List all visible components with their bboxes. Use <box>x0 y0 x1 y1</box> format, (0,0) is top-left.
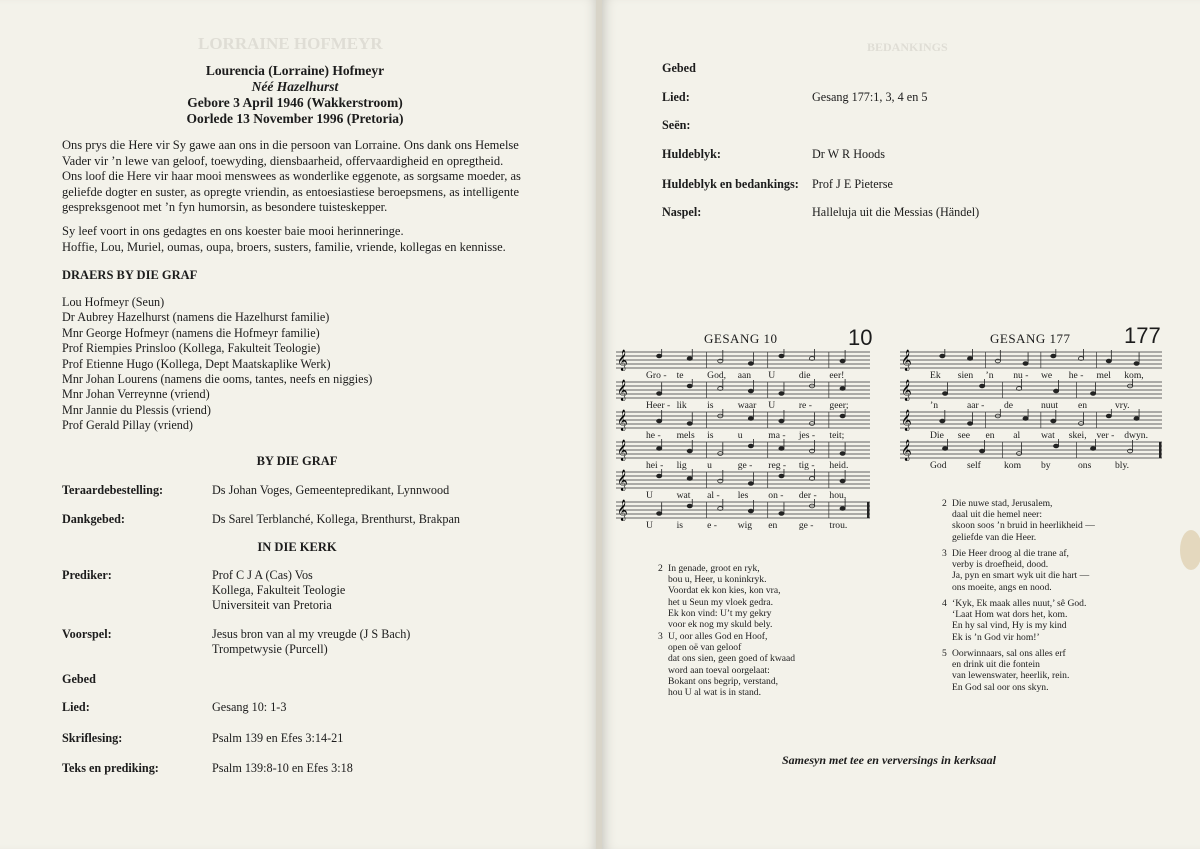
row-value: Prof J E Pieterse <box>812 177 893 191</box>
lyric-syllable: he - <box>646 430 661 441</box>
note-head <box>1017 452 1022 456</box>
note-head <box>779 419 784 423</box>
lyric-syllable: Heer - <box>646 400 671 411</box>
lyric-syllable: ge - <box>798 520 814 531</box>
verse-number: 5 <box>942 648 947 659</box>
hymn177-verse <box>942 598 1087 643</box>
lyric-syllable: waar <box>737 400 757 411</box>
note-head <box>779 354 784 358</box>
verse-number: 3 <box>658 631 663 642</box>
lyric-syllable: ’n <box>985 370 994 381</box>
bearers-list <box>62 295 372 434</box>
note-head <box>779 474 784 478</box>
music-staff <box>616 379 870 401</box>
lyric-syllable: is <box>707 430 714 441</box>
verse-line: Ek kon vind: U’t my gekry <box>668 607 772 619</box>
lyric-syllable: sien <box>957 370 974 381</box>
lyric-syllable: hou, <box>829 490 847 501</box>
note-head <box>748 482 753 486</box>
lyric-syllable: U <box>646 520 653 531</box>
note-head <box>1051 419 1056 423</box>
lyric-syllable: hei - <box>646 460 664 471</box>
row-value: Ds Sarel Terblanché, Kollega, Brenthurst, Brakpan <box>212 512 461 526</box>
lyric-syllable: mel <box>1096 370 1111 381</box>
bearer-item: Dr Aubrey Hazelhurst (namens die Hazelhurst familie) <box>62 310 330 325</box>
verse-line: In genade, groot en ryk, <box>668 563 760 574</box>
music-staff <box>900 379 1162 401</box>
lyric-syllable: bly. <box>1115 460 1130 471</box>
note-head <box>779 392 784 396</box>
note-head <box>748 509 753 513</box>
row-label: Dankgebed: <box>62 512 125 526</box>
lyric-syllable: is <box>707 400 714 411</box>
right-page <box>602 0 1200 849</box>
row-value-line: Prof C J A (Cas) Vos <box>212 568 313 582</box>
lyric-syllable: les <box>737 490 749 501</box>
hymn10-number: 10 <box>848 325 873 350</box>
hymn177-verse <box>942 648 1070 693</box>
verse-line: Ja, pyn en smart wyk uit die hart — <box>952 570 1090 582</box>
verse-line: open oë van geloof <box>668 642 742 654</box>
row-label: Prediker: <box>62 568 112 582</box>
lyric-syllable: nuut <box>1041 400 1059 411</box>
note-head <box>687 504 692 508</box>
row-label: Huldeblyk: <box>662 147 721 161</box>
lyric-syllable: nu - <box>1013 370 1029 381</box>
birth-line: Gebore 3 April 1946 (Wakkerstroom) <box>187 95 403 110</box>
note-head <box>980 384 985 388</box>
lyric-syllable: see <box>957 430 970 441</box>
row-value-line: Kollega, Fakulteit Teologie <box>212 583 346 597</box>
lyric-syllable: eer! <box>829 370 845 381</box>
note-head <box>940 419 945 423</box>
lyric-syllable: tig - <box>798 460 815 471</box>
lyric-syllable: lik <box>676 400 687 411</box>
note-head <box>687 477 692 481</box>
lyric-syllable: on - <box>768 490 784 501</box>
lyric-syllable: God <box>930 460 947 471</box>
music-staff <box>616 499 870 521</box>
treble-clef-icon: 𝄞 <box>901 380 912 401</box>
row-label: Teraardebestelling: <box>62 483 164 497</box>
verse-line: het u Seun my vloek gedra. <box>668 596 773 608</box>
lyric-syllable: he - <box>1068 370 1084 381</box>
verse-line: Die nuwe stad, Jerusalem, <box>952 498 1053 509</box>
bearer-item: Lou Hofmeyr (Seun) <box>62 295 165 309</box>
verse-line: geliefde van die Heer. <box>952 531 1037 543</box>
lyric-syllable: reg - <box>768 460 787 471</box>
note-head <box>840 507 845 511</box>
note-head <box>657 512 662 516</box>
lyric-syllable: jes - <box>798 430 816 441</box>
verse-line: Voordat ek kon kies, kon vra, <box>668 585 781 597</box>
verse-line: van lewenswater, heerlik, rein. <box>952 670 1070 682</box>
lyric-syllable: Die <box>930 430 944 441</box>
verse-number: 2 <box>658 563 663 574</box>
note-head <box>657 354 662 358</box>
lyric-syllable: geer; <box>829 400 849 411</box>
lyric-syllable: U <box>646 490 653 501</box>
note-head <box>748 417 753 421</box>
note-head <box>1091 392 1096 396</box>
row-value-line: Gesang 10: 1-3 <box>212 700 287 714</box>
refreshments-note: Samesyn met tee en verversings in kerksaal <box>782 753 996 767</box>
verse-line: bou u, Heer, u koninkryk. <box>668 574 767 586</box>
bearer-item: Mnr George Hofmeyr (namens die Hofmeyr familie) <box>62 325 320 340</box>
row-label: Lied: <box>662 90 690 104</box>
note-head <box>1106 414 1111 418</box>
bearer-item: Prof Gerald Pillay (vriend) <box>62 418 193 433</box>
lyric-syllable: we <box>1041 370 1053 381</box>
note-head <box>840 359 845 363</box>
lyric-syllable: aan <box>737 370 752 381</box>
left-page <box>0 0 598 849</box>
note-head <box>1078 422 1083 426</box>
memory-line: Sy leef voort in ons gedagtes en ons koester baie mooi herinneringe. <box>62 224 404 238</box>
treble-clef-icon: 𝄞 <box>901 410 912 431</box>
row-value-line: Jesus bron van al my vreugde (J S Bach) <box>212 627 411 641</box>
note-head <box>657 474 662 478</box>
treble-clef-icon: 𝄞 <box>617 380 628 401</box>
note-head <box>1106 359 1111 363</box>
lyric-syllable: wat <box>676 490 691 501</box>
hymn177-verse <box>942 548 1090 593</box>
note-head <box>1054 389 1059 393</box>
note-head <box>1023 417 1028 421</box>
treble-clef-icon: 𝄞 <box>617 410 628 431</box>
lyric-syllable: ’n <box>930 400 938 411</box>
row-label: Voorspel: <box>62 627 112 641</box>
lyric-syllable: de <box>1004 400 1014 411</box>
note-head <box>687 449 692 453</box>
note-head <box>687 384 692 388</box>
verse-number: 4 <box>942 598 947 609</box>
lyric-syllable: die <box>798 370 811 381</box>
music-staff <box>616 469 870 491</box>
verse-line: hou U al wat is in stand. <box>668 687 761 699</box>
note-head <box>840 414 845 418</box>
row-value: Ds Johan Voges, Gemeentepredikant, Lynnwood <box>212 483 450 497</box>
note-head <box>779 512 784 516</box>
lyric-syllable: kom <box>1004 460 1022 471</box>
row-value-line: Psalm 139:8-10 en Efes 3:18 <box>212 761 353 775</box>
treble-clef-icon: 𝄞 <box>901 440 912 461</box>
lyric-syllable: al - <box>707 490 720 501</box>
death-line: Oorlede 13 November 1996 (Pretoria) <box>186 111 404 126</box>
lyric-syllable: wig <box>737 520 753 531</box>
verse-line: En hy sal vind, Hy is my kind <box>952 620 1067 632</box>
note-head <box>1023 362 1028 366</box>
lyric-syllable: God, <box>707 370 727 381</box>
music-staff <box>616 349 870 371</box>
music-staff <box>616 439 870 461</box>
memory-line: Hoffie, Lou, Muriel, oumas, oupa, broers, susters, familie, vriende, kollegas en kennisse. <box>62 239 506 254</box>
treble-clef-icon: 𝄞 <box>617 440 628 461</box>
lyric-syllable: trou. <box>829 520 848 531</box>
lyric-syllable: self <box>967 460 981 471</box>
note-head <box>748 389 753 393</box>
paper-stain <box>1180 530 1200 570</box>
grave-heading: BY DIE GRAF <box>256 454 338 468</box>
treble-clef-icon: 𝄞 <box>617 470 628 491</box>
bearer-item: Mnr Johan Lourens (namens die ooms, tantes, neefs en niggies) <box>62 372 373 387</box>
note-head <box>718 452 723 456</box>
verse-line: Die Heer droog al die trane af, <box>952 548 1069 559</box>
row-value: Gesang 177:1, 3, 4 en 5 <box>812 90 928 104</box>
lyric-syllable: en <box>985 430 995 441</box>
deceased-name: Lourencia (Lorraine) Hofmeyr <box>205 63 385 78</box>
bearer-item: Prof Etienne Hugo (Kollega, Dept Maatskaplike Werk) <box>62 356 331 371</box>
tribute-line: geliefde dogter en suster, as opregte vriendin, as entoesiastiese beroepsmens, as intelligente <box>62 184 519 199</box>
row-value: Halleluja uit die Messias (Händel) <box>812 205 980 219</box>
tribute-line: Vader vir ’n lewe van geloof, toewyding, diensbaarheid, offervaardigheid en opregtheid. <box>62 153 504 168</box>
hymn10-verse <box>658 631 796 699</box>
row-label: Lied: <box>62 700 90 714</box>
music-staff <box>616 409 870 431</box>
lyric-syllable: en <box>768 520 778 531</box>
lyric-syllable: al <box>1013 430 1021 441</box>
note-head <box>657 392 662 396</box>
row-value-line: Psalm 139 en Efes 3:14-21 <box>212 731 344 745</box>
lyric-syllable: en <box>1078 400 1088 411</box>
verse-line: ‘Laat Hom wat dors het, kom. <box>952 609 1068 621</box>
verse-line: U, oor alles God en Hoof, <box>668 631 768 642</box>
verse-line: Oorwinnaars, sal ons alles erf <box>952 648 1066 659</box>
note-head <box>1051 354 1056 358</box>
memory-paragraph <box>62 224 532 255</box>
note-head <box>840 479 845 483</box>
note-head <box>1134 417 1139 421</box>
verse-line: word aan toeval oorgelaat: <box>668 664 770 676</box>
verse-line: dat ons sien, geen goed of kwaad <box>668 653 796 665</box>
lyric-syllable: te <box>676 370 684 381</box>
lyric-syllable: by <box>1041 460 1051 471</box>
treble-clef-icon: 𝄞 <box>901 350 912 371</box>
bleed-through-heading: LORRAINE HOFMEYR <box>198 34 383 53</box>
verse-line: en drink uit die fontein <box>952 659 1040 671</box>
lyric-syllable: ma - <box>768 430 786 441</box>
final-bar-line <box>1159 442 1162 458</box>
verse-number: 2 <box>942 498 947 509</box>
church-heading: IN DIE KERK <box>257 540 337 554</box>
lyric-syllable: dwyn. <box>1124 430 1148 441</box>
row-label: Huldeblyk en bedankings: <box>662 177 799 191</box>
lyric-syllable: kom, <box>1124 370 1144 381</box>
verse-number: 3 <box>942 548 947 559</box>
hymn177-number: 177 <box>1124 323 1161 348</box>
row-label: Gebed <box>662 61 696 75</box>
note-head <box>840 452 845 456</box>
lyric-syllable: vry. <box>1115 400 1130 411</box>
final-bar-line <box>867 502 870 518</box>
bearer-item: Prof Riempies Prinsloo (Kollega, Fakulteit Teologie) <box>62 341 321 356</box>
note-head <box>748 444 753 448</box>
note-head <box>779 447 784 451</box>
lyric-syllable: ons <box>1078 460 1092 471</box>
note-head <box>943 392 948 396</box>
bearer-item: Mnr Johan Verreynne (vriend) <box>62 387 210 402</box>
row-label: Seën: <box>662 118 691 132</box>
verse-line: Bokant ons begrip, verstand, <box>668 675 779 687</box>
lyric-syllable: U <box>768 400 776 411</box>
bearer-item: Mnr Jannie du Plessis (vriend) <box>62 402 211 417</box>
lyric-syllable: u <box>737 430 743 441</box>
note-head <box>748 362 753 366</box>
lyric-syllable: der - <box>798 490 817 501</box>
music-staff <box>900 349 1162 371</box>
tribute-line: Ons prys die Here vir Sy gawe aan ons in die persoon van Lorraine. Ons dank ons Hemelse <box>62 138 519 152</box>
note-head <box>967 357 972 361</box>
note-head <box>687 422 692 426</box>
music-staff <box>900 409 1162 431</box>
verse-line: ons moeite, angs en nood. <box>952 581 1052 593</box>
verse-line: daal uit die hemel neer: <box>952 509 1043 521</box>
tribute-line: Ons loof die Here vir haar mooi menswees as wonderlike eggenote, as sorgsame moeder, as <box>62 169 521 183</box>
music-staff <box>900 439 1162 461</box>
note-head <box>940 354 945 358</box>
hymn177-verse <box>942 498 1095 543</box>
memorial-header <box>60 63 530 127</box>
row-label: Teks en prediking: <box>62 761 159 775</box>
treble-clef-icon: 𝄞 <box>617 350 628 371</box>
lyric-syllable: Gro - <box>646 370 667 381</box>
tribute-line: gespreksgenoot met ’n fyn humorsin, as besondere tuisteskepper. <box>62 200 388 214</box>
note-head <box>1091 447 1096 451</box>
note-head <box>943 447 948 451</box>
hymn177-title: GESANG 177 <box>990 331 1071 346</box>
note-head <box>980 449 985 453</box>
row-value-line: Trompetwysie (Purcell) <box>212 642 328 656</box>
bleed-through-heading: BEDANKINGS <box>867 40 948 54</box>
verse-line: skoon soos ’n bruid in heerlikheid — <box>952 520 1095 532</box>
hymn10-title: GESANG 10 <box>704 331 778 346</box>
verse-line: ‘Kyk, Ek maak alles nuut,’ sê God. <box>952 598 1087 609</box>
lyric-syllable: u <box>707 460 712 471</box>
lyric-syllable: Ek <box>930 370 941 381</box>
tribute-paragraph <box>62 138 532 216</box>
verse-line: voor ek nog my skuld bely. <box>668 619 773 631</box>
note-head <box>840 387 845 391</box>
hymn10-verse <box>658 563 781 631</box>
note-head <box>1134 362 1139 366</box>
lyric-syllable: heid. <box>829 460 849 471</box>
lyric-syllable: aar - <box>967 400 985 411</box>
lyric-syllable: wat <box>1041 430 1055 441</box>
lyric-syllable: teit; <box>829 430 845 441</box>
row-value-line: Universiteit van Pretoria <box>212 598 332 612</box>
lyric-syllable: ver - <box>1096 430 1115 441</box>
verse-line: Ek is ’n God vir hom!’ <box>952 631 1040 643</box>
verse-line: En God sal oor ons skyn. <box>952 681 1049 693</box>
maiden-name: Néé Hazelhurst <box>251 79 339 94</box>
lyric-syllable: re - <box>798 400 812 411</box>
row-label: Naspel: <box>662 205 702 219</box>
note-head <box>657 419 662 423</box>
treble-clef-icon: 𝄞 <box>617 500 628 521</box>
note-head <box>687 357 692 361</box>
lyric-syllable: mels <box>676 430 695 441</box>
lyric-syllable: skei, <box>1068 430 1087 441</box>
lyric-syllable: ge - <box>737 460 753 471</box>
note-head <box>657 447 662 451</box>
lyric-syllable: lig <box>676 460 687 471</box>
verse-line: verby is droefheid, dood. <box>952 559 1049 571</box>
lyric-syllable: e - <box>707 520 717 531</box>
bearers-heading: DRAERS BY DIE GRAF <box>62 268 198 282</box>
row-label: Gebed <box>62 672 96 686</box>
row-value: Dr W R Hoods <box>812 147 886 161</box>
row-label: Skriflesing: <box>62 731 123 745</box>
lyric-syllable: U <box>768 370 776 381</box>
note-head <box>809 422 814 426</box>
lyric-syllable: is <box>676 520 683 531</box>
note-head <box>1054 444 1059 448</box>
note-head <box>967 422 972 426</box>
